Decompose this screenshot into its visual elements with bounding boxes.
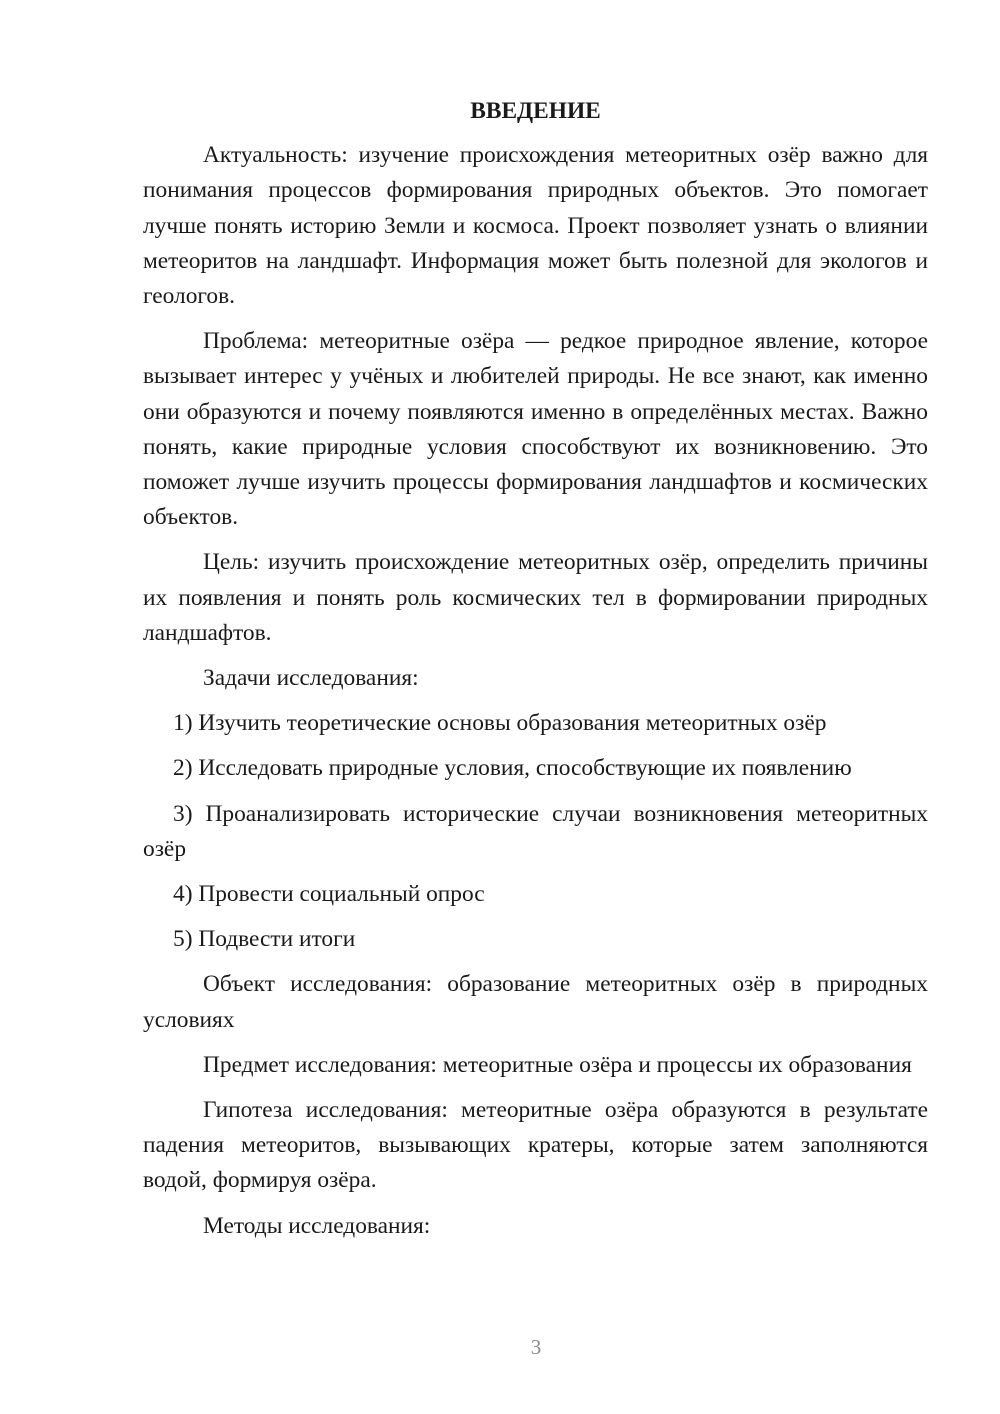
paragraph-tasks-intro: Задачи исследования: [203,665,419,692]
task-item-1: 1) Изучить теоретические основы образования метеоритных озёр [173,710,827,737]
task-item-4: 4) Провести социальный опрос [173,881,485,908]
paragraph-subject: Предмет исследования: метеоритные озёра и процессы их образования [203,1051,912,1078]
paragraph-goal: Цель: изучить происхождение метеоритных озёр, определить причины их появления и понять роль космических тел в формировании природных ландшафтов. [143,549,928,646]
document-body [143,94,928,1254]
task-item-5: 5) Подвести итоги [173,926,356,953]
paragraph-relevance: Актуальность: изучение происхождения метеоритных озёр важно для понимания процессов формирования природных объектов. Это помогает лучше понять историю Земли и космоса. Проект позволяет узнать о влиянии метеоритов на ландшафт. Информация может быть полезной для экологов и геологов. [143,142,928,310]
paragraph-hypothesis: Гипотеза исследования: метеоритные озёра образуются в результате падения метеоритов, вызывающих кратеры, которые затем заполняются водой, формируя озёра. [143,1097,928,1194]
page-number: 3 [530,1335,542,1359]
section-heading: ВВЕДЕНИЕ [470,98,601,124]
task-item-3: 3) Проанализировать исторические случаи возникновения метеоритных озёр [143,800,928,862]
paragraph-problem: Проблема: метеоритные озёра — редкое природное явление, которое вызывает интерес у учёных и любителей природы. Не все знают, как именно они образуются и почему появляются именно в определённых местах. Важно понять, какие природные условия способствуют их возникновению. Это поможет лучше изучить процессы формирования ландшафтов и космических объектов. [143,328,928,531]
task-item-2: 2) Исследовать природные условия, способствующие их появлению [173,755,852,782]
paragraph-object: Объект исследования: образование метеоритных озёр в природных условиях [143,971,928,1033]
paragraph-methods-intro: Методы исследования: [203,1212,431,1239]
